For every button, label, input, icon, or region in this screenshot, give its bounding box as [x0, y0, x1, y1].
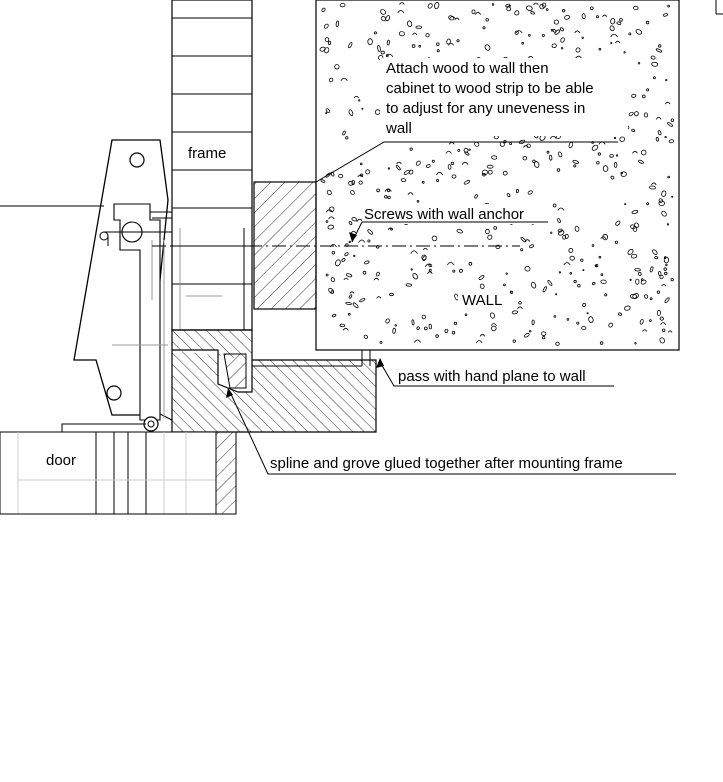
screws-note: Screws with wall anchor [364, 206, 525, 223]
spline-note: spline and grove glued together after mounting frame [270, 455, 623, 472]
attach-note-line-1: Attach wood to wall then [386, 60, 549, 77]
frame-label: frame [188, 145, 227, 162]
plane-note: pass with hand plane to wall [398, 368, 586, 385]
wall-label: WALL [462, 292, 503, 309]
door-panel [0, 432, 236, 514]
attach-note-line-4: wall [386, 120, 412, 137]
frame-stile [172, 0, 252, 330]
door-label: door [46, 452, 77, 469]
hinge-screw-hole-bottom [107, 386, 121, 400]
hinge-screw-hole-top [130, 153, 144, 167]
attach-note-line-2: cabinet to wood strip to be able [386, 80, 594, 97]
attach-note-line-3: to adjust for any uneveness in [386, 100, 586, 117]
